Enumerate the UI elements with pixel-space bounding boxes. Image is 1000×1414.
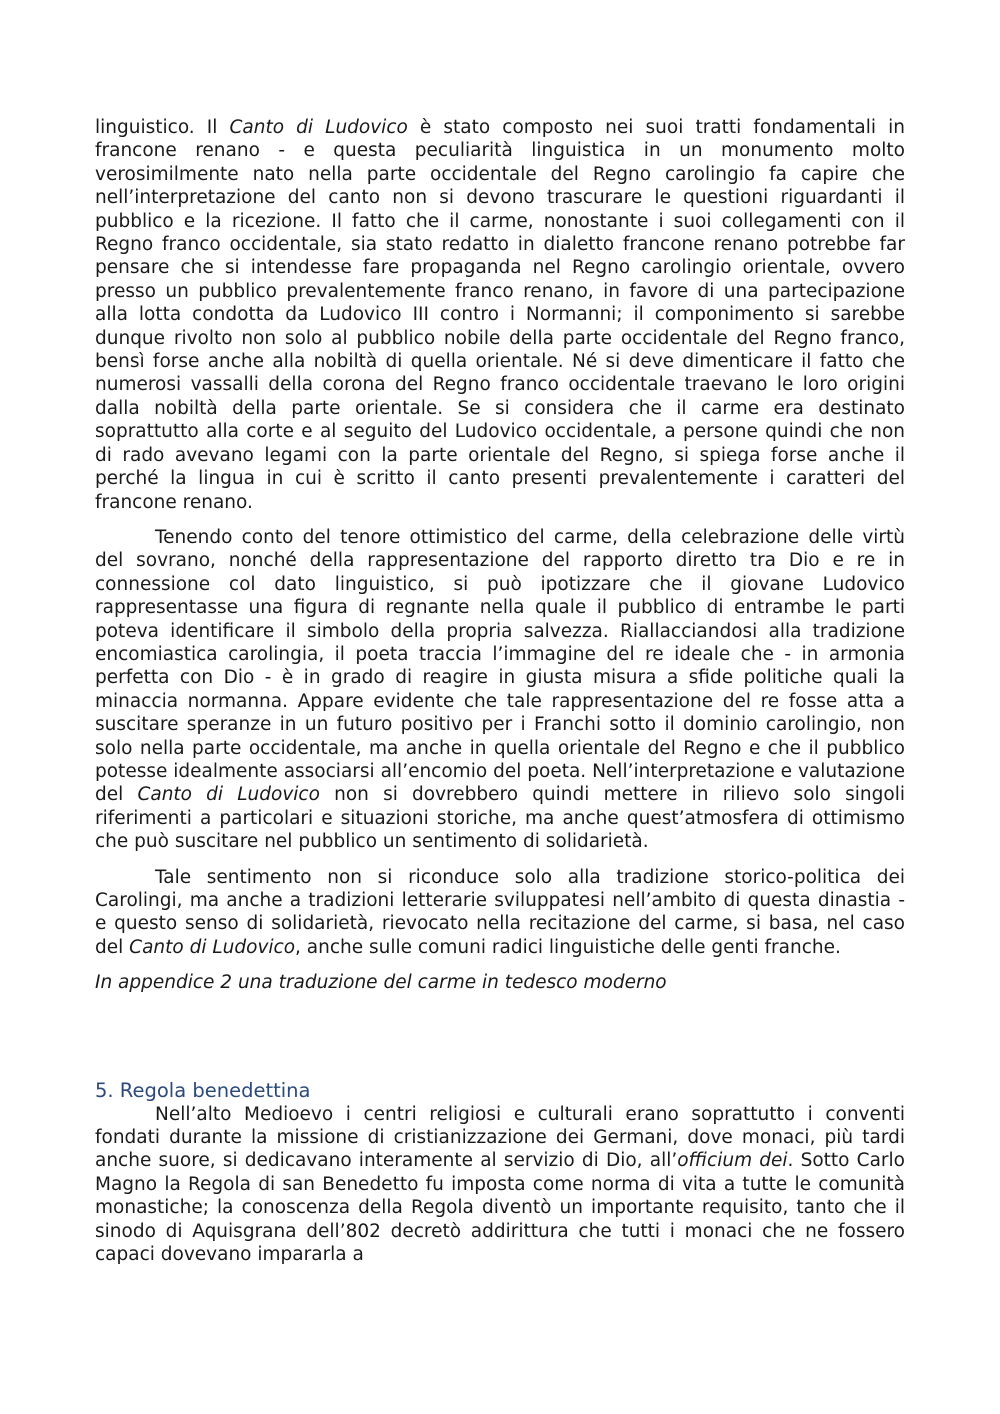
work-title-italic: Canto di Ludovico [137,784,320,806]
paragraph-3 [95,866,905,960]
paragraph-3-text-c: , anche sulle comuni radici linguistiche delle genti franche. [295,936,841,958]
work-title-italic: Canto di Ludovico [129,936,296,958]
paragraph-2 [95,526,905,854]
section-paragraph [95,1103,905,1267]
paragraph-2-text-a: Tenendo conto del tenore ottimistico del carme, della celebrazione delle virtù del sovrano, nonché della rappresentazione del rapporto diretto tra Dio e re in connessione col dato linguistico, si può ipotizzare che il giovane Ludovico rappresentasse una figura di regnante nella quale il pubblico di entrambe le parti poteva identificare il simbolo della propria salvezza. Riallacciandosi alla tradizione encomiastica carolingia, il poeta traccia l’immagine del re ideale che - in armonia perfetta con Dio - è in grado di reagire in giusta misura a sfide politiche quali la minaccia normanna. Appare evidente che tale rappresentazione del re fosse atta a suscitare speranze in un futuro positivo per i Franchi sotto il dominio carolingio, non solo nella parte occidentale, ma anche in quella orientale del Regno e che il pubblico potesse idealmente associarsi all’encomio del poeta. Nell’interpretazione e valutazione del [95,526,905,806]
paragraph-1-text-c: è stato composto nei suoi tratti fondamentali in francone renano - e questa peculiarità linguistica in un monumento molto verosimilmente nato nella parte occidentale del Regno carolingio fa capire che nell’interpretazione del canto non si devono trascurare le questioni riguardanti il pubblico e la ricezione. Il fatto che il carme, nonostante i suoi collegamenti con il Regno franco occidentale, sia stato redatto in dialetto francone renano potrebbe far pensare che si intendesse fare propaganda nel Regno carolingio orientale, ovvero presso un pubblico prevalentemente franco renano, in favore di una partecipazione alla lotta condotta da Ludovico III contro i Normanni; il componimento si sarebbe dunque rivolto non solo al pubblico nobile della parte occidentale del Regno franco, bensì forse anche alla nobiltà di quella orientale. Né si deve dimenticare il fatto che numerosi vassalli della corona del Regno franco occidentale traevano le loro origini dalla nobiltà della parte orientale. Se si considera che il carme era destinato soprattutto alla corte e al seguito del Ludovico occidentale, a persone quindi che non di rado avevano legami con la parte orientale del Regno, si spiega forse anche il perché la lingua in cui è scritto il canto presenti prevalentemente i caratteri del francone renano. [95,117,905,513]
section-paragraph-text-c: . Sotto Carlo Magno la Regola di san Benedetto fu imposta come norma di vita a tutte le comunità monastiche; la conoscenza della Regola diventò un importante requisito, tanto che il sinodo di Aquisgrana dell’802 decretò addirittura che tutti i monaci che ne fossero capaci dovevano impararla a [95,1150,905,1266]
paragraph-1 [95,116,905,514]
paragraph-1-text-a: linguistico. Il [95,117,230,138]
appendix-note: In appendice 2 una traduzione del carme in tedesco moderno [95,972,667,994]
work-title-italic: Canto di Ludovico [229,117,408,138]
document-page [95,116,905,1266]
paragraph-3-text-a: Tale sentimento non si riconduce solo alla tradizione storico-politica dei Carolingi, ma anche a tradizioni letterarie sviluppatesi nell’ambito di questa dinastia - e questo senso di solidarietà, rievocato nella recitazione del carme, si basa, nel caso del [95,866,905,958]
latin-term-italic: officium dei [677,1150,788,1172]
paragraph-2-text-c: non si dovrebbero quindi mettere in rilievo solo singoli riferimenti a particolari e situazioni storiche, ma anche quest’atmosfera di ottimismo che può suscitare nel pubblico un sentimento di solidarietà. [95,784,905,853]
section-paragraph-text-a: Nell’alto Medioevo i centri religiosi e culturali erano soprattutto i conventi fondati durante la missione di cristianizzazione dei Germani, dove monaci, più tardi anche suore, si dedicavano interamente al servizio di Dio, all’ [95,1103,905,1172]
section-heading: 5. Regola benedettina [95,1078,311,1102]
